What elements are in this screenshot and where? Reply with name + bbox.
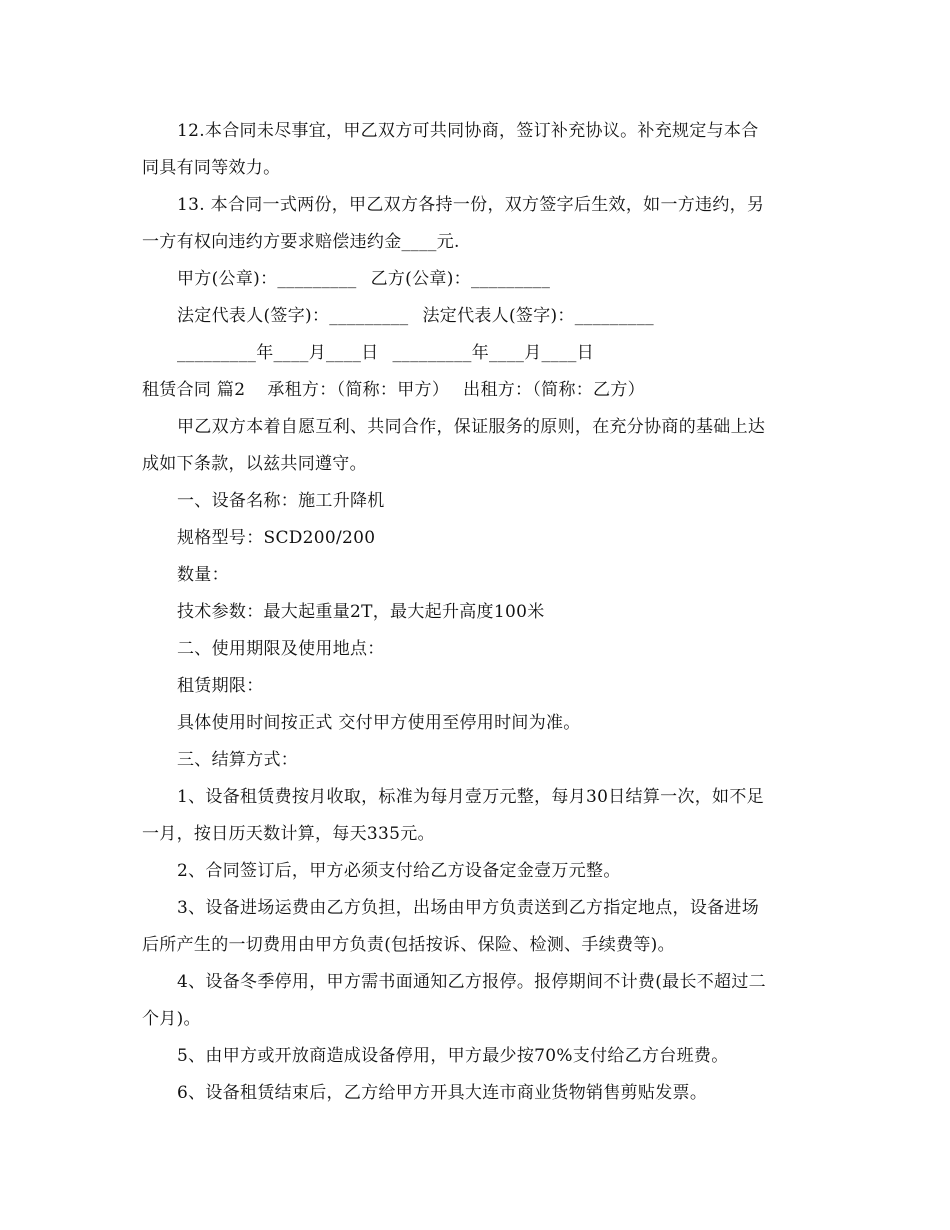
clause-13-line-1: 13. 本合同一式两份，甲乙双方各持一份，双方签字后生效，如一方违约，另: [177, 195, 765, 215]
clause-13-line-2: 一方有权向违约方要求赔偿违约金____元.: [142, 232, 460, 252]
party-a-date: _________年____月____日: [177, 343, 379, 363]
item-6-line: 6、设备租赁结束后，乙方给甲方开具大连市商业货物销售剪贴发票。: [177, 1083, 708, 1103]
party-a-seal: 甲方(公章)：_________: [177, 269, 357, 289]
contract-2-heading-row: [142, 372, 812, 409]
item-5-line: 5、由甲方或开放商造成设备停用，甲方最少按70%支付给乙方台班费。: [177, 1046, 729, 1066]
item-3-line-2: 后所产生的一切费用由甲方负责(包括按诉、保险、检测、手续费等)。: [142, 935, 675, 955]
lease-period-line: 租赁期限：: [177, 676, 264, 696]
clause-12-line-1: 12.本合同未尽事宜，甲乙双方可共同协商，签订补充协议。补充规定与本合: [177, 121, 759, 141]
clause-12-line-2: 同具有同等效力。: [142, 158, 281, 178]
party-b-date: _________年____月____日: [392, 343, 594, 363]
quantity-line: 数量：: [177, 565, 229, 585]
intro-line-1: 甲乙双方本着自愿互利、共同合作，保证服务的原则，在充分协商的基础上达: [177, 417, 766, 437]
seal-signature-row: [142, 261, 812, 298]
item-1-line-1: 1、设备租赁费按月收取，标准为每月壹万元整，每月30日结算一次，如不足: [177, 787, 764, 807]
usage-time-line: 具体使用时间按正式 交付甲方使用至停用时间为准。: [177, 713, 581, 733]
signature-date-row: [142, 335, 812, 372]
representative-signature-row: [142, 298, 812, 335]
item-1-line-2: 一月，按日历天数计算，每天335元。: [142, 824, 435, 844]
item-4-line-1: 4、设备冬季停用，甲方需书面通知乙方报停。报停期间不计费(最长不超过二: [177, 972, 766, 992]
party-b-representative: 法定代表人(签字)：_________: [422, 306, 654, 326]
section-1-heading: 一、设备名称：施工升降机: [177, 491, 385, 511]
section-2-heading: 二、使用期限及使用地点：: [177, 639, 385, 659]
item-3-line-1: 3、设备进场运费由乙方负担，出场由甲方负责送到乙方指定地点，设备进场: [177, 898, 760, 918]
lessee-line: 承租方：（简称：甲方）: [267, 380, 450, 400]
party-b-seal: 乙方(公章)：_________: [370, 269, 551, 289]
item-4-line-2: 个月)。: [142, 1009, 201, 1029]
lessor-line: 出租方：（简称：乙方）: [463, 380, 645, 400]
intro-line-2: 成如下条款，以兹共同遵守。: [142, 454, 367, 474]
model-line: 规格型号：SCD200/200: [177, 528, 376, 548]
party-a-representative: 法定代表人(签字)：_________: [177, 306, 409, 326]
section-3-heading: 三、结算方式：: [177, 750, 299, 770]
tech-params-line: 技术参数：最大起重量2T，最大起升高度100米: [177, 602, 545, 622]
contract-2-heading: 租赁合同 篇2: [142, 380, 246, 400]
item-2-line: 2、合同签订后，甲方必须支付给乙方设备定金壹万元整。: [177, 861, 621, 881]
